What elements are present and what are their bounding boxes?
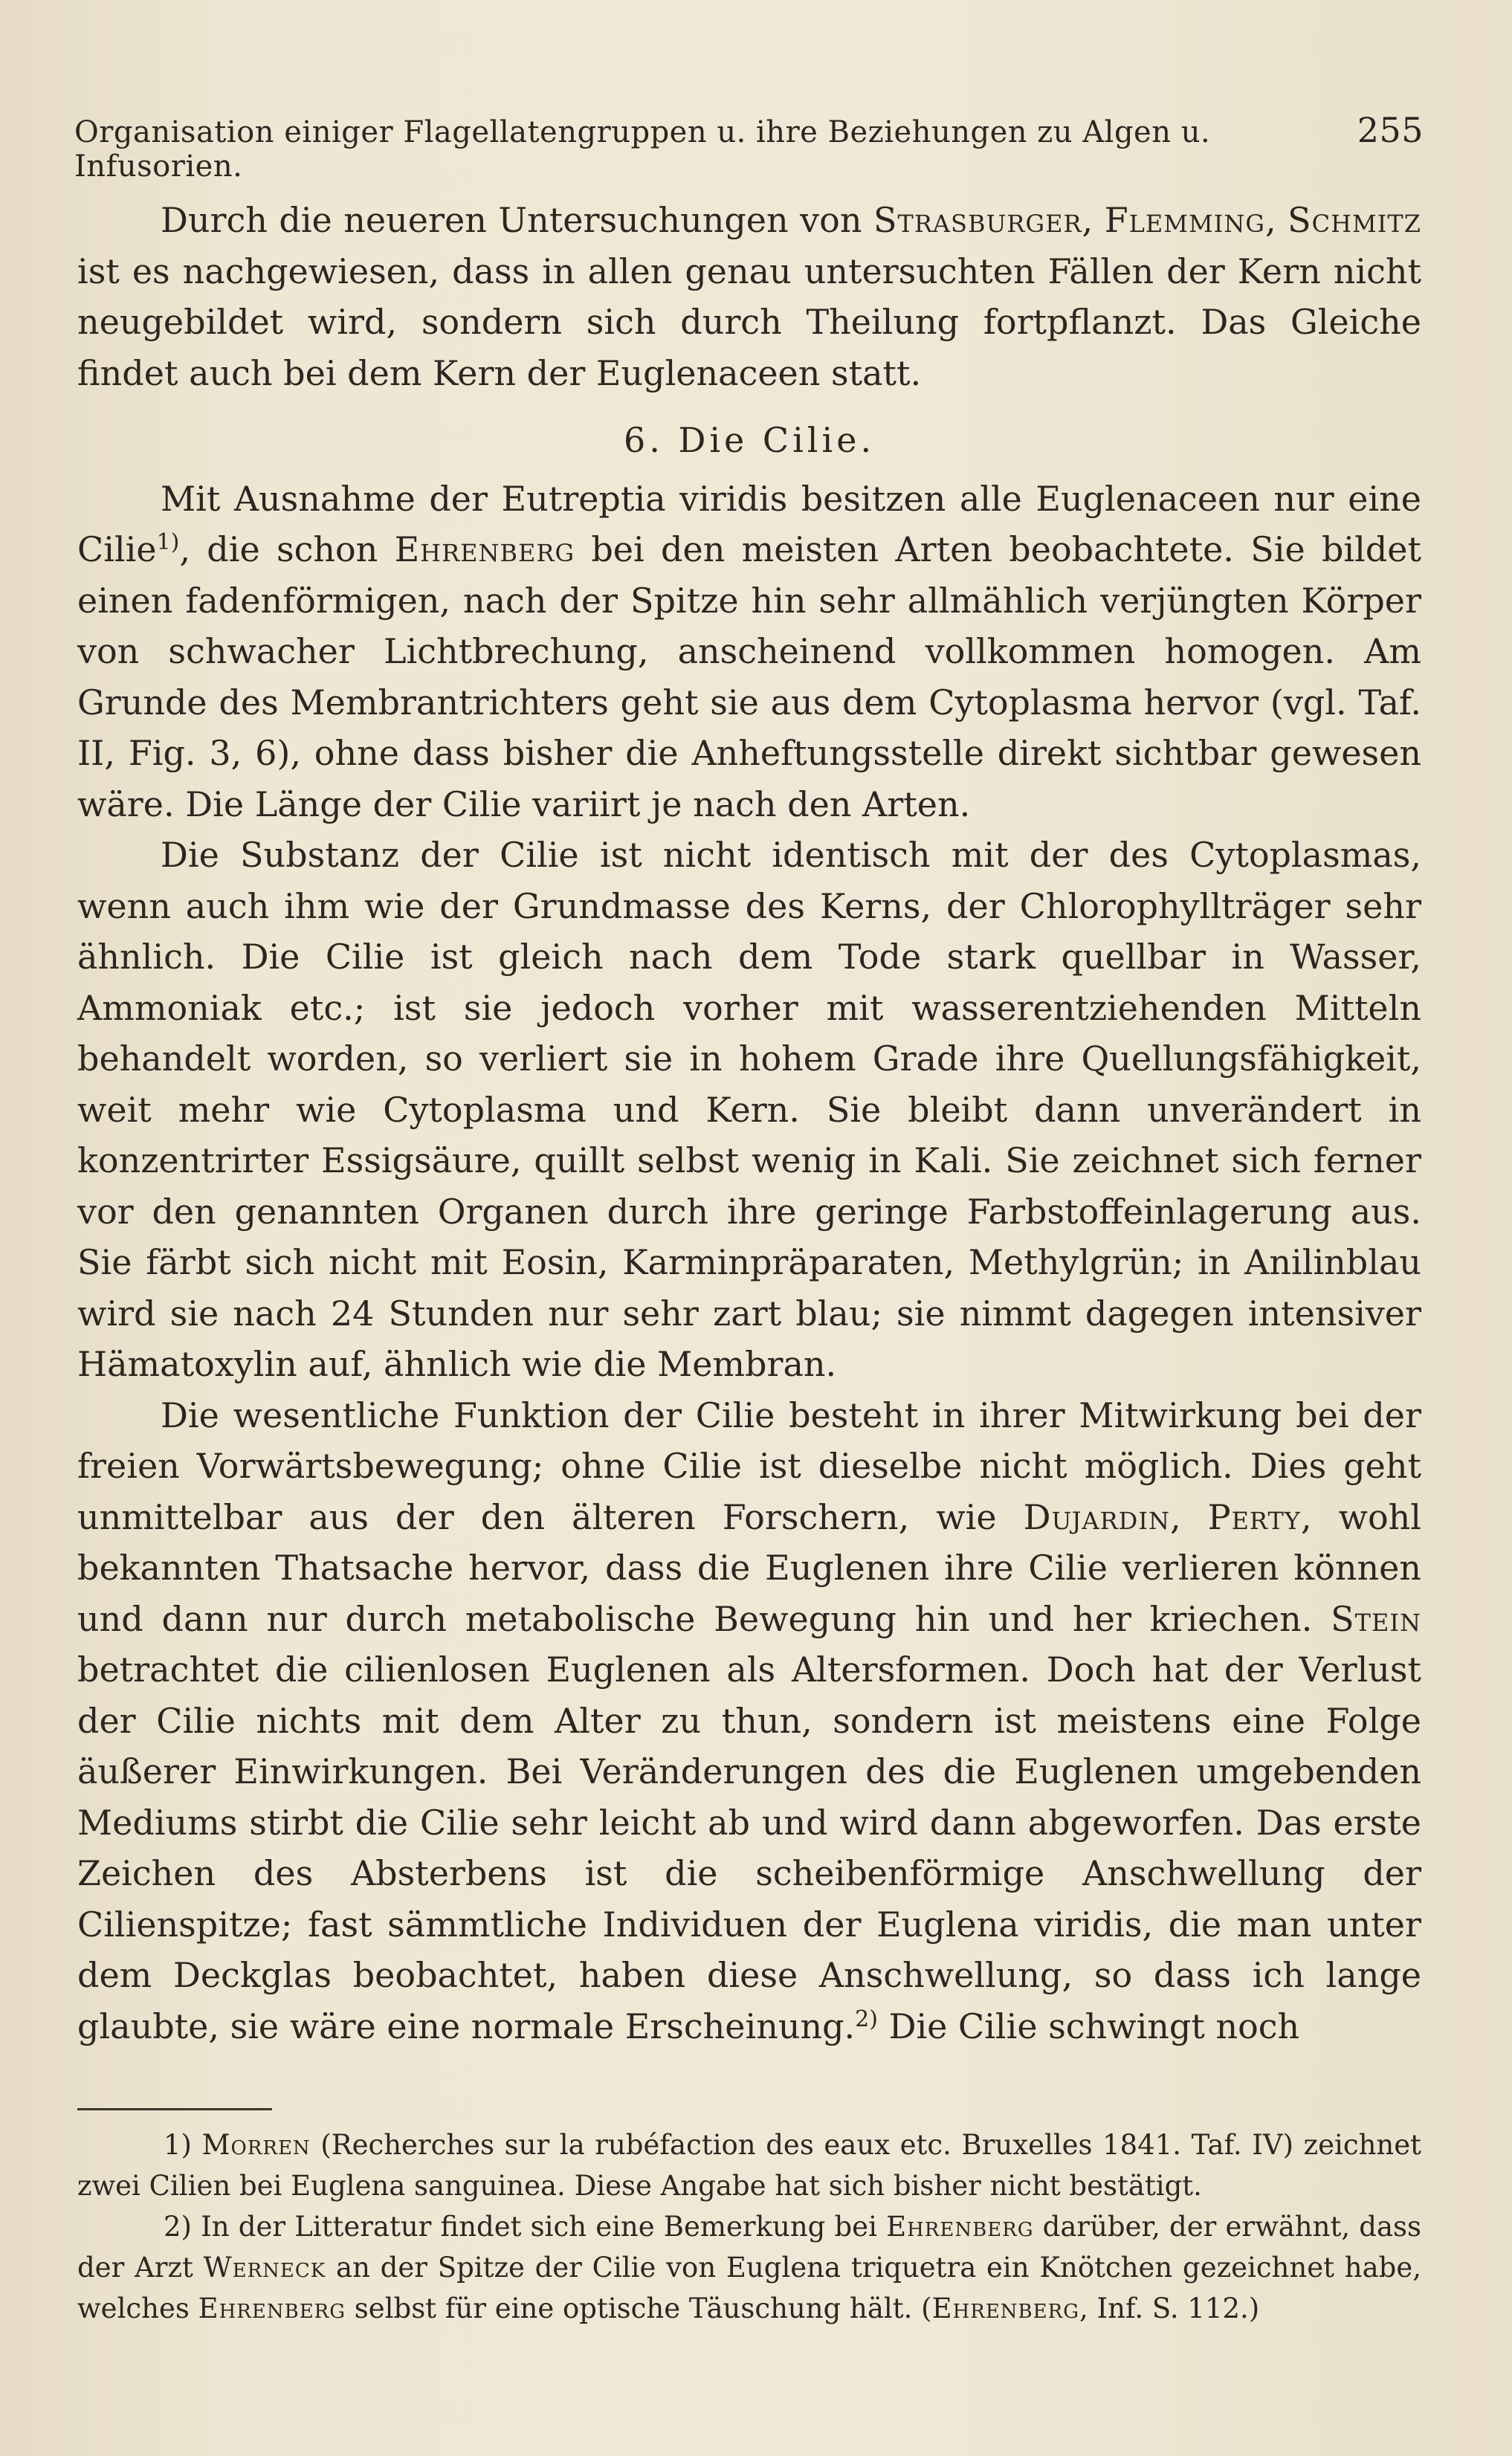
section-heading: 6. Die Cilie. — [623, 420, 876, 460]
footnote-1 — [77, 2124, 1421, 2206]
text-run: , wohl bekannten Thatsache hervor, dass die Euglenen ihre Cilie verlieren können und dann nur durch metabolische Bewegung hin und her kriechen. — [77, 1496, 1421, 1639]
author-name: Werneck — [203, 2252, 326, 2284]
footnote-number: 2) — [164, 2211, 192, 2243]
text-run: an der Spitze der Cilie von Euglena triquetra ein Knötchen gezeichnet habe, welches — [77, 2252, 1421, 2324]
text-run: ist es nachgewiesen, dass in allen genau untersuchten Fällen der Kern nicht neugebildet wird, sondern sich durch Theilung fortpflanzt. Das Gleiche findet auch bei dem Kern der Euglenaceen statt. — [77, 251, 1421, 393]
author-name: Ehrenberg — [886, 2211, 1034, 2243]
footnote-marker: 1) — [156, 529, 180, 555]
footnote-number: 1) — [164, 2129, 192, 2161]
text-run: , die schon — [179, 529, 395, 569]
author-name: Ehrenberg — [931, 2292, 1079, 2324]
footnote-2 — [77, 2206, 1421, 2329]
body-text — [77, 195, 1421, 2052]
running-title: Organisation einiger Flagellatengruppen u. ihre Beziehungen zu Algen u. Infusorien. — [74, 115, 1211, 184]
text-run: , Inf. S. 112.) — [1079, 2292, 1260, 2324]
paragraph-4 — [77, 1390, 1421, 2052]
text-run: betrachtet die cilienlosen Euglenen als Altersformen. Doch hat der Verlust der Cilie nichts mit dem Alter zu thun, sondern ist meistens eine Folge äußerer Einwirkungen. Bei Veränderungen des die Euglenen umgebenden Mediums stirbt die Cilie sehr leicht ab und wird dann abgeworfen. Das erste Zeichen des Absterbens ist die scheibenförmige Anschwellung der Cilienspitze; fast sämmtliche Individuen der Euglena viridis, die man unter dem Deckglas beobachtet, haben diese Anschwellung, so dass ich lange glaubte, sie wäre eine normale Erscheinung. — [77, 1649, 1421, 2046]
text-run: Mit Ausnahme der Eutreptia viridis besitzen alle Euglenaceen nur eine Cilie — [77, 478, 1421, 569]
author-name: Dujardin — [1023, 1496, 1170, 1537]
page-number: 255 — [1357, 110, 1424, 150]
author-name: Perty — [1207, 1496, 1301, 1537]
author-name: Ehrenberg — [198, 2292, 346, 2324]
text-run: (Recherches sur la rubéfaction des eaux etc. Bruxelles 1841. Taf. IV) zeichnet zwei Cilien bei Euglena sanguinea. Diese Angabe hat sich bisher nicht bestätigt. — [77, 2129, 1422, 2202]
text-run: Die wesentliche Funktion der Cilie besteht in ihrer Mitwirkung bei der freien Vorwärtsbewegung; ohne Cilie ist dieselbe nicht möglich. Dies geht unmittelbar aus der den älteren Forschern, wie — [77, 1395, 1421, 1537]
text-run: Die Cilie schwingt noch — [877, 2006, 1300, 2046]
running-header — [74, 110, 1424, 184]
text-run: darüber, der erwähnt, dass der Arzt — [77, 2211, 1421, 2284]
author-name: Ehrenberg — [394, 529, 575, 569]
text-run: bei den meisten Arten beobachtete. Sie bildet einen fadenförmigen, nach der Spitze hin sehr allmählich verjüngten Körper von schwacher Lichtbrechung, anscheinend vollkommen homogen. Am Grunde des Membrantrichters geht sie aus dem Cytoplasma hervor (vgl. Taf. II, Fig. 3, 6), ohne dass bisher die Anheftungsstelle direkt sichtbar gewesen wäre. Die Länge der Cilie variirt je nach den Arten. — [77, 529, 1421, 824]
paragraph-2 — [77, 474, 1421, 830]
author-name: Morren — [201, 2129, 311, 2161]
text-run: , — [1264, 200, 1288, 240]
footnotes — [77, 2124, 1421, 2329]
author-name: Schmitz — [1288, 200, 1422, 240]
text-run: , — [1169, 1496, 1208, 1537]
author-name: Stein — [1331, 1598, 1421, 1639]
text-run: In der Litteratur findet sich eine Bemerkung bei — [191, 2211, 887, 2243]
paragraph-3: Die Substanz der Cilie ist nicht identisch mit der des Cytoplasmas, wenn auch ihm wie der Grundmasse des Kerns, der Chlorophyllträger sehr ähnlich. Die Cilie ist gleich nach dem Tode stark quellbar in Wasser, Ammoniak etc.; ist sie jedoch vorher mit wasserentziehenden Mitteln behandelt worden, so verliert sie in hohem Grade ihre Quellungsfähigkeit, weit mehr wie Cytoplasma und Kern. Sie bleibt dann unverändert in konzentrirter Essigsäure, quillt selbst wenig in Kali. Sie zeichnet sich ferner vor den genannten Organen durch ihre geringe Farbstoffeinlagerung aus. Sie färbt sich nicht mit Eosin, Karminpräparaten, Methylgrün; in Anilinblau wird sie nach 24 Stunden nur sehr zart blau; sie nimmt dagegen intensiver Hämatoxylin auf, ähnlich wie die Membran. — [77, 835, 1421, 1384]
author-name: Strasburger — [873, 200, 1082, 240]
text-run: selbst für eine optische Täuschung hält. ( — [346, 2292, 932, 2324]
paragraph-1 — [77, 195, 1421, 398]
footnote-marker: 2) — [855, 2006, 878, 2032]
text-run: , — [1082, 200, 1105, 240]
author-name: Flemming — [1104, 200, 1265, 240]
text-run: Durch die neueren Untersuchungen von — [161, 200, 873, 240]
footnote-divider — [77, 2108, 272, 2110]
